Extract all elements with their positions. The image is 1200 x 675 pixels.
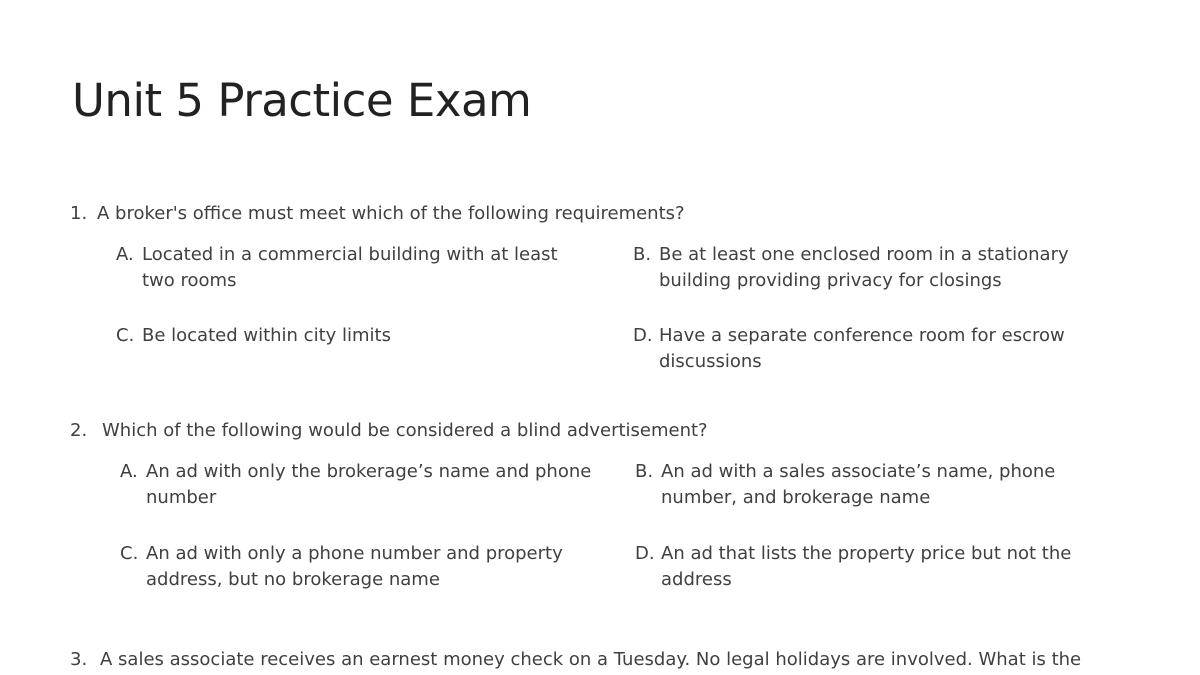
option-letter: C. [120,543,139,564]
question-number: 3. [70,649,88,670]
option-text: Be at least one enclosed room in a stationary building providing privacy for closings [659,244,1069,291]
option-letter: B. [635,461,654,482]
question-1 [70,201,685,227]
option-letter: A. [116,244,134,265]
question-text: A sales associate receives an earnest money check on a Tuesday. No legal holidays are involved. What is the [100,649,1082,670]
option-letter: C. [116,325,135,346]
question-number: 2. [70,420,88,441]
option-text: An ad with only a phone number and property address, but no brokerage name [146,543,563,590]
option-letter: B. [633,244,652,265]
question-text: A broker's office must meet which of the following requirements? [97,203,685,224]
question-2 [70,418,708,444]
option-text: Located in a commercial building with at least two rooms [142,244,558,291]
option-text: Be located within city limits [142,325,391,346]
question-number: 1. [70,203,88,224]
option-letter: D. [635,543,655,564]
question-1-option-c[interactable] [116,323,596,349]
option-letter: D. [633,325,653,346]
question-2-option-b[interactable] [635,459,1110,511]
question-3 [70,647,1081,673]
page-title: Unit 5 Practice Exam [72,74,532,127]
question-1-option-b[interactable] [633,242,1113,294]
question-2-option-a[interactable] [120,459,625,511]
option-letter: A. [120,461,138,482]
option-text: An ad that lists the property price but not the address [661,543,1072,590]
question-1-option-d[interactable] [633,323,1113,375]
option-text: Have a separate conference room for escrow discussions [659,325,1065,372]
question-text: Which of the following would be considered a blind advertisement? [102,420,708,441]
question-2-option-c[interactable] [120,541,625,593]
question-1-option-a[interactable] [116,242,596,294]
option-text: An ad with only the brokerage’s name and phone number [146,461,592,508]
option-text: An ad with a sales associate’s name, phone number, and brokerage name [661,461,1056,508]
question-2-option-d[interactable] [635,541,1110,593]
